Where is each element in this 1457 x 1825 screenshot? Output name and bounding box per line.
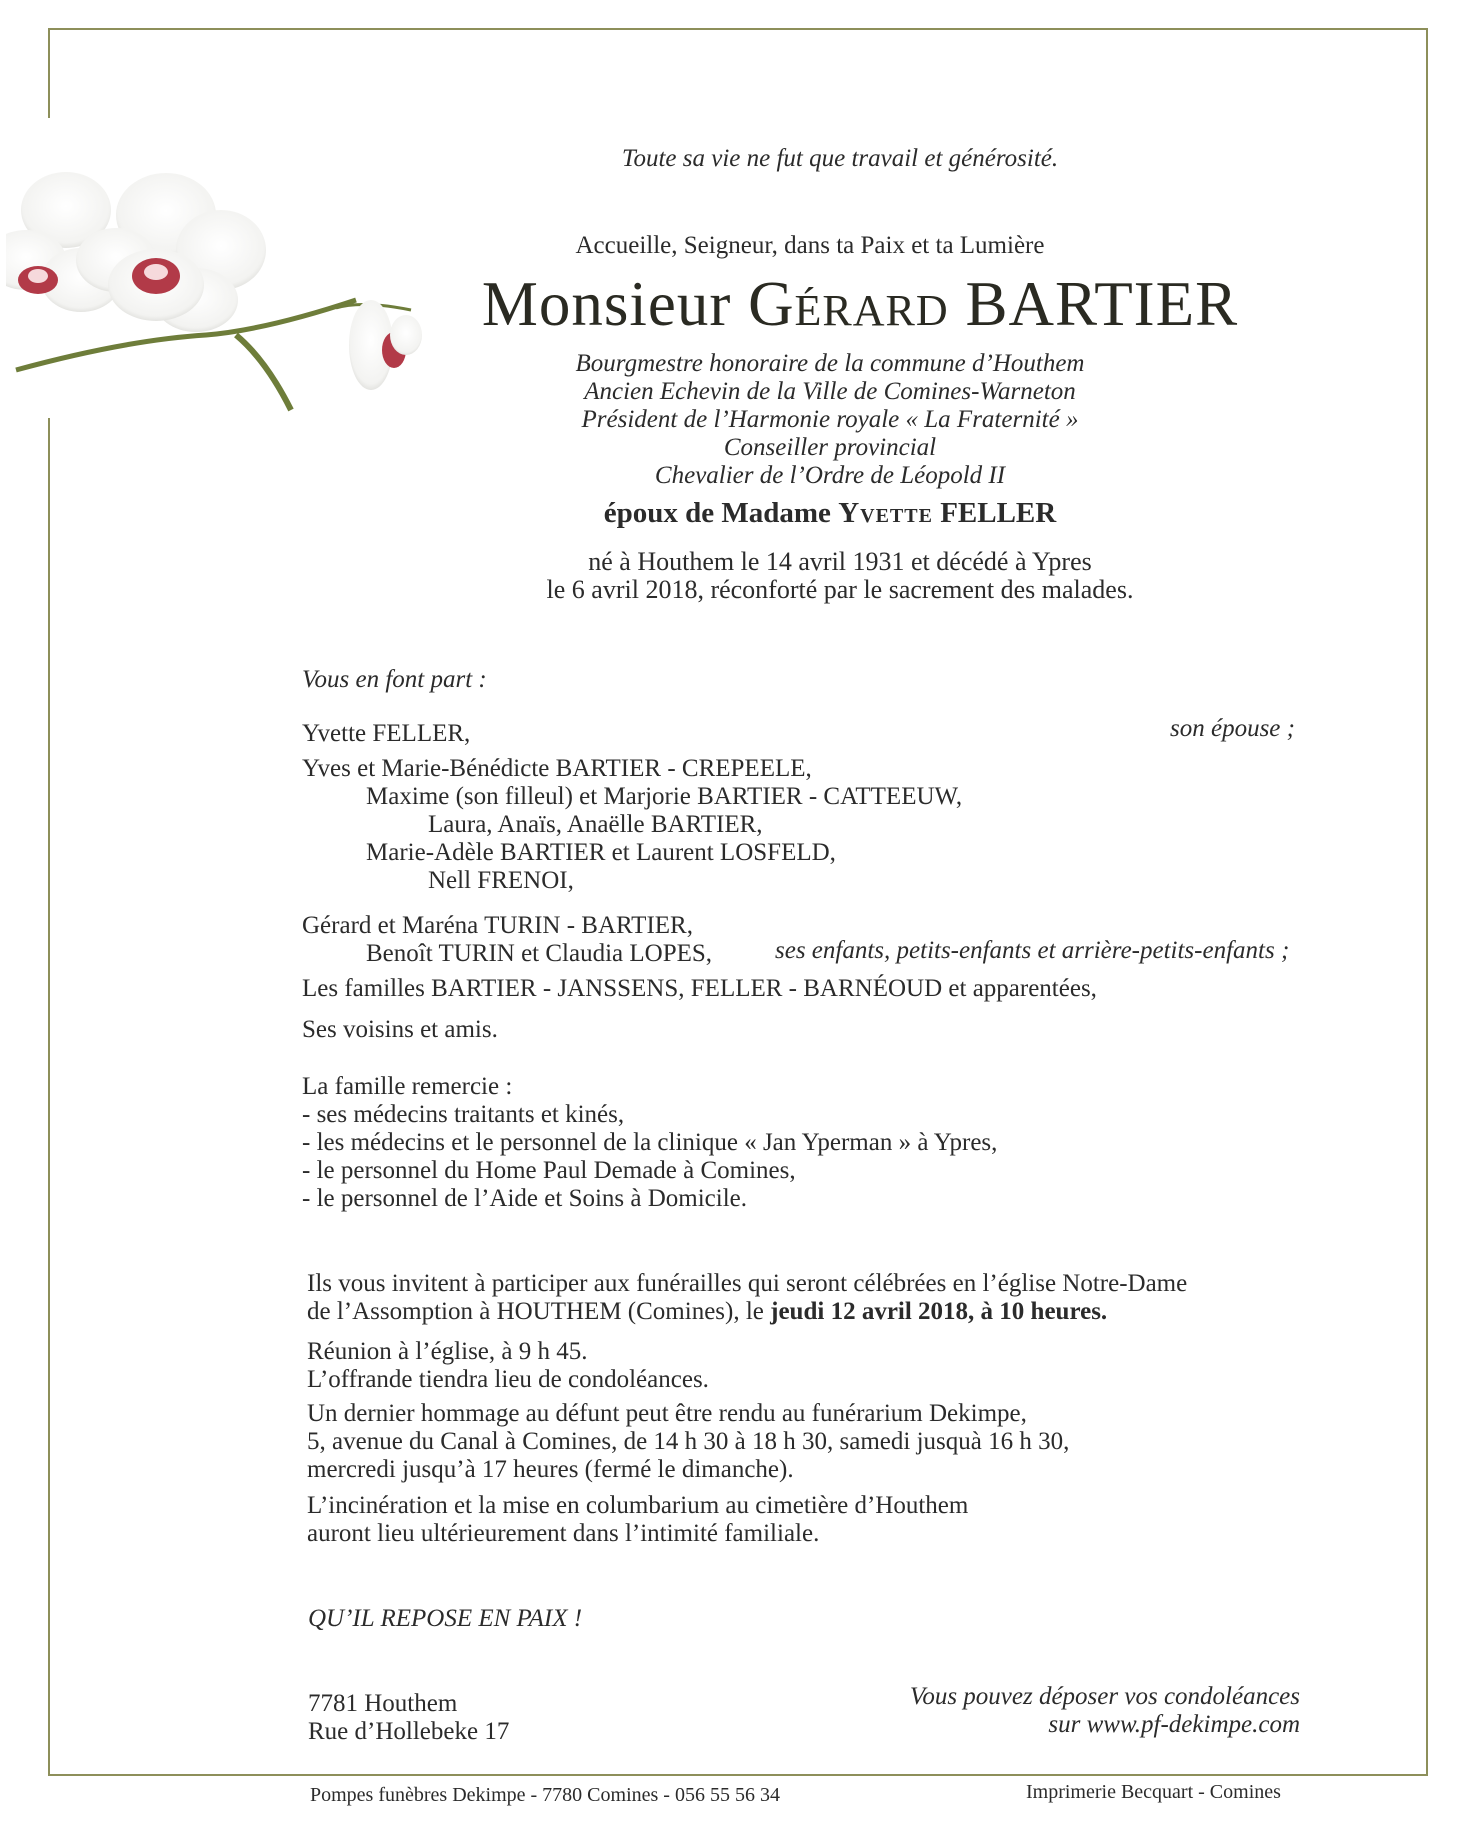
invitation-line — [307, 1298, 1187, 1326]
thanks-item: - les médecins et le personnel de la clinique « Jan Yperman » à Ypres, — [302, 1129, 998, 1156]
address-line: Rue d’Hollebeke 17 — [308, 1718, 510, 1745]
life-dates — [480, 548, 1200, 604]
honorary-titles — [520, 350, 1140, 490]
family-line: Marie-Adèle BARTIER et Laurent LOSFELD, — [366, 839, 836, 866]
condolences-link[interactable]: sur www.pf-dekimpe.com — [1048, 1711, 1300, 1738]
family-line: Nell FRENOI, — [428, 867, 574, 894]
title-line: Ancien Echevin de la Ville de Comines-Warneton — [584, 378, 1076, 405]
deceased-name — [400, 268, 1320, 341]
invitation-line: 5, avenue du Canal à Comines, de 14 h 30 à 18 h 30, samedi jusquà 16 h 30, — [307, 1428, 1070, 1455]
funeral-datetime: jeudi 12 avril 2018, à 10 heures. — [770, 1298, 1108, 1325]
family-line: Yves et Marie-Bénédicte BARTIER - CREPEELE, — [302, 755, 812, 782]
family-line: Ses voisins et amis. — [302, 1016, 498, 1043]
thanks-list — [302, 1073, 997, 1213]
funeral-invitation — [307, 1270, 1187, 1326]
orchid-image — [6, 160, 426, 450]
spouse-line — [520, 497, 1140, 530]
relationship-label: son épouse ; — [1170, 715, 1295, 742]
condolences-line: Vous pouvez déposer vos condoléances — [909, 1683, 1300, 1710]
cremation-info — [307, 1492, 968, 1548]
family-address — [308, 1690, 509, 1746]
spouse-prefix: époux de Madame — [603, 497, 831, 529]
invitation-line: mercredi jusqu’à 17 heures (fermé le dimanche). — [307, 1456, 794, 1483]
family-line: Les familles BARTIER - JANSSENS, FELLER - BARNÉOUD et apparentées, — [302, 975, 1097, 1002]
spouse-last: FELLER — [940, 497, 1057, 529]
title-line: Chevalier de l’Ordre de Léopold II — [654, 462, 1006, 489]
thanks-item: - ses médecins traitants et kinés, — [302, 1101, 625, 1128]
family-line: Maxime (son filleul) et Marjorie BARTIER - CATTEEUW, — [366, 783, 963, 810]
gathering-info — [307, 1338, 709, 1394]
spouse-first: Yvette — [838, 497, 933, 529]
family-line: Yvette FELLER, — [302, 720, 471, 747]
condolences-note — [860, 1683, 1300, 1739]
invitation-line: Réunion à l’église, à 9 h 45. — [307, 1338, 588, 1365]
invitation-line: auront lieu ultérieurement dans l’intimité familiale. — [307, 1520, 820, 1547]
name-first: Gérard — [748, 269, 949, 339]
address-line: 7781 Houthem — [308, 1690, 458, 1717]
title-line: Président de l’Harmonie royale « La Fraternité » — [581, 406, 1079, 433]
invitation-text: de l’Assomption à HOUTHEM (Comines), le — [307, 1298, 771, 1325]
printer-footer: Imprimerie Becquart - Comines — [1026, 1781, 1281, 1803]
invitation-line: L’offrande tiendra lieu de condoléances. — [307, 1366, 709, 1393]
invitation-line: Un dernier hommage au défunt peut être rendu au funérarium Dekimpe, — [307, 1400, 1027, 1427]
title-line: Conseiller provincial — [723, 434, 937, 461]
relationship-label: ses enfants, petits-enfants et arrière-petits-enfants ; — [775, 937, 1290, 964]
family-line: Gérard et Maréna TURIN - BARTIER, — [302, 912, 693, 939]
thanks-item: - le personnel du Home Paul Demade à Comines, — [302, 1157, 796, 1184]
invitation-line: L’incinération et la mise en columbarium au cimetière d’Houthem — [307, 1492, 969, 1519]
invitation-line: Ils vous invitent à participer aux funérailles qui seront célébrées en l’église Notre-Dame — [307, 1270, 1188, 1297]
prayer: Accueille, Seigneur, dans ta Paix et ta Lumière — [575, 232, 1045, 259]
thanks-item: - le personnel de l’Aide et Soins à Domicile. — [302, 1185, 748, 1212]
epitaph: Toute sa vie ne fut que travail et générosité. — [621, 145, 1059, 172]
family-line: Benoît TURIN et Claudia LOPES, — [366, 940, 713, 967]
rip-line: QU’IL REPOSE EN PAIX ! — [308, 1605, 583, 1632]
title-line: Bourgmestre honoraire de la commune d’Houthem — [575, 350, 1085, 377]
dates-line: né à Houthem le 14 avril 1931 et décédé à Ypres — [588, 547, 1092, 576]
name-last: BARTIER — [965, 269, 1239, 339]
thanks-heading: La famille remercie : — [302, 1073, 513, 1100]
funeral-home-footer: Pompes funèbres Dekimpe - 7780 Comines - 056 55 56 34 — [310, 1784, 780, 1806]
tribute-info — [307, 1400, 1069, 1484]
name-title: Monsieur — [481, 269, 732, 339]
dates-line: le 6 avril 2018, réconforté par le sacrement des malades. — [546, 575, 1134, 604]
family-line: Laura, Anaïs, Anaëlle BARTIER, — [428, 811, 763, 838]
announce-heading: Vous en font part : — [302, 666, 487, 693]
